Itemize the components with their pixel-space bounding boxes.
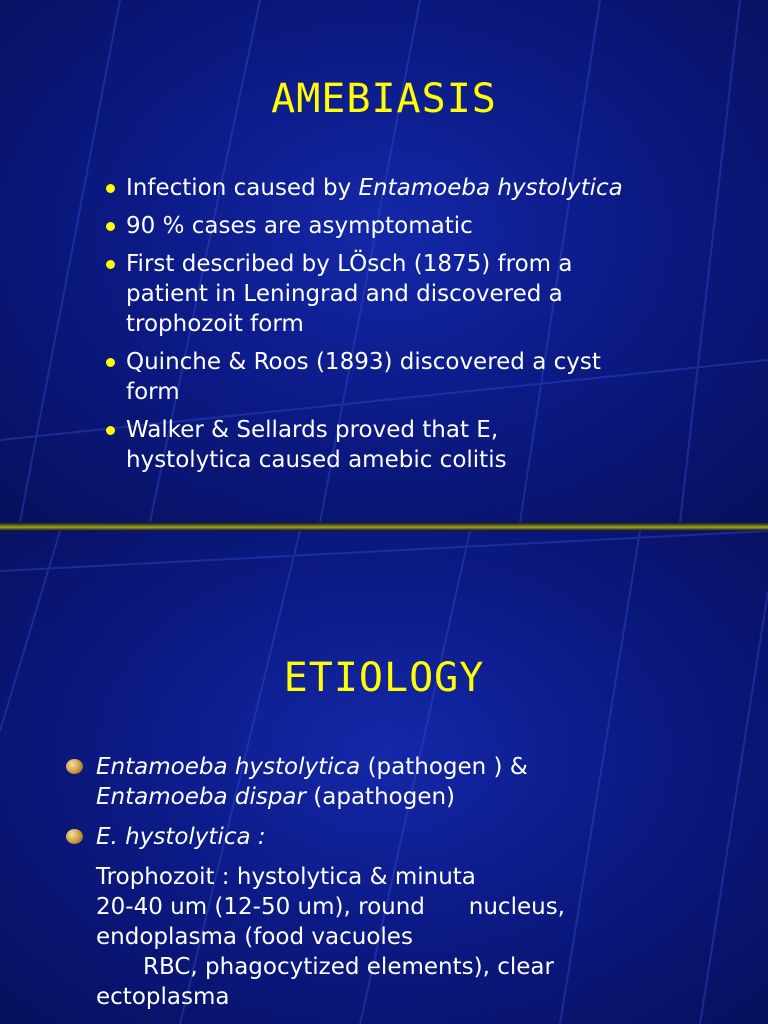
bullet-dot-icon xyxy=(106,260,115,269)
bullet-dot-icon xyxy=(106,358,115,367)
slide-title: AMEBIASIS xyxy=(271,76,497,122)
bullet-ball-icon xyxy=(66,759,83,774)
bullet-dot-icon xyxy=(106,426,115,435)
slide-title: ETIOLOGY xyxy=(283,655,485,701)
bullet-dot-icon xyxy=(106,222,115,231)
bullet-list xyxy=(102,173,742,483)
bullet-dot-icon xyxy=(106,184,115,193)
list-item: 90 % cases are asymptomatic xyxy=(102,211,742,241)
bullet-ball-icon xyxy=(66,829,83,844)
bullet-list xyxy=(96,752,736,1022)
body-text: Trophozoit : hystolytica & minuta 20-40 um (12-50 um), round nucleus, endoplasma (food vacuoles RBC, phagocytized elements), clear ectoplasma xyxy=(96,864,565,1010)
list-item: E. hystolytica : xyxy=(96,822,736,852)
list-item: Infection caused by Entamoeba hystolytica xyxy=(102,173,742,203)
list-item: Walker & Sellards proved that E, hystolytica caused amebic colitis xyxy=(102,415,742,475)
list-item: Quinche & Roos (1893) discovered a cyst form xyxy=(102,347,742,407)
list-item: First described by LÖsch (1875) from a patient in Leningrad and discovered a trophozoit form xyxy=(102,249,742,339)
slide-etiology xyxy=(0,531,768,1024)
slide-divider xyxy=(0,522,768,531)
list-item: Entamoeba hystolytica (pathogen ) & Entamoeba dispar (apathogen) xyxy=(96,752,736,812)
